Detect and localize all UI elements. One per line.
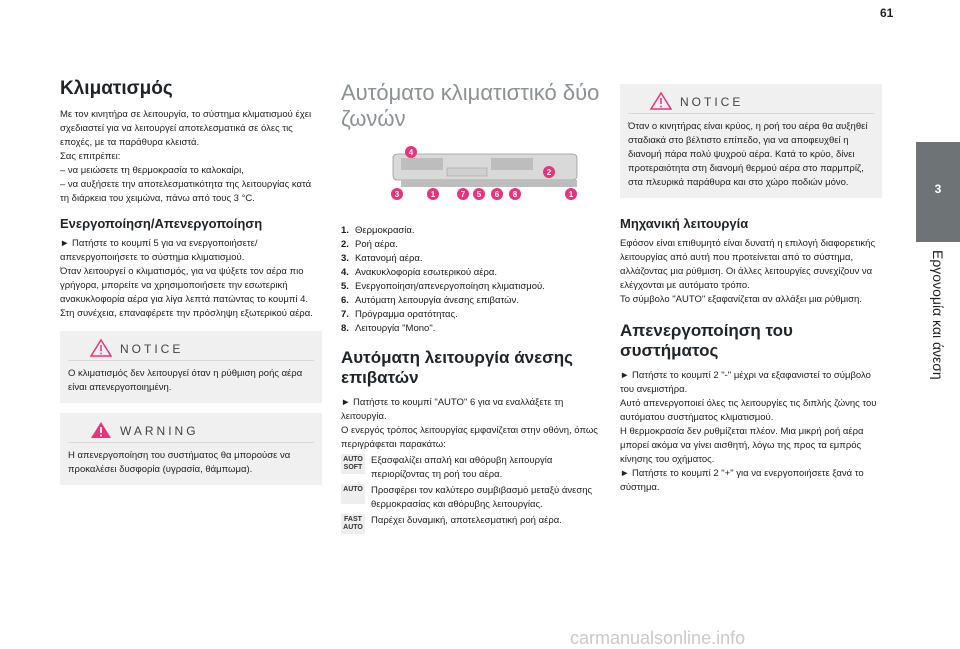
warning-title: WARNING <box>120 424 199 438</box>
list-item: 8. Λειτουργία "Mono". <box>341 323 436 334</box>
warning-icon <box>90 421 112 439</box>
fast-auto-text: Παρέχει δυναμική, αποτελεσματική ροή αέρα. <box>371 515 562 526</box>
list-item: 7. Πρόγραμμα ορατότητας. <box>341 309 458 320</box>
notice-box-2 <box>620 84 882 198</box>
notice-box <box>60 331 322 403</box>
bullet-1: – να μειώσετε τη θερμοκρασία το καλοκαίρι, <box>60 165 244 176</box>
list-item: 5. Ενεργοποίηση/απενεργοποίηση κλιματισμού. <box>341 281 545 292</box>
system-off-press: ► Πατήστε το κουμπί 2 "-" μέχρι να εξαφανιστεί το σύμβολο του ανεμιστήρα. <box>620 370 871 395</box>
system-off-text: Αυτό απενεργοποιεί όλες τις λειτουργίες τις διπλής ζώνης του αυτόματου συστήματος κλιματισμού. <box>620 398 877 423</box>
chapter-caption-text: Εργονομία και άνεση <box>930 250 946 380</box>
auto-press: ► Πατήστε το κουμπί "AUTO" 6 για να εναλλάξετε τη λειτουργία. <box>341 397 564 422</box>
callout-5: 5 <box>476 190 482 199</box>
callout-1-left: 1 <box>430 190 436 199</box>
auto-icon: AUTO <box>341 484 365 504</box>
list-item: 4. Ανακυκλοφορία εσωτερικού αέρα. <box>341 267 497 278</box>
legend-list <box>341 224 601 336</box>
column-1 <box>60 78 322 495</box>
caution-icon <box>650 92 672 110</box>
intro-text: Με τον κινητήρα σε λειτουργία, το σύστημα κλιματισμού έχει σχεδιαστεί για να λειτουργεί αποτελεσματικά σε όλες τις εποχές, με τα παράθυρα κλειστά. <box>60 109 312 148</box>
column-3 <box>620 84 882 495</box>
fast-auto-icon: FAST AUTO <box>341 514 365 534</box>
auto-mode-title: Αυτόματη λειτουργία άνεσης επιβατών <box>341 348 574 387</box>
auto-text: Προσφέρει τον καλύτερο συμβιβασμό μεταξύ άνεσης θερμοκρασίας και αθόρυβης λειτουργίας. <box>371 485 593 510</box>
auto-soft-text: Εξασφαλίζει απαλή και αθόρυβη λειτουργία περιορίζοντας τη ροή του αέρα. <box>371 455 553 480</box>
warning-header <box>68 419 314 443</box>
callout-1-right: 1 <box>568 190 574 199</box>
callout-3: 3 <box>394 190 400 199</box>
control-panel-illustration <box>371 144 574 208</box>
manual-mode-text-2: Το σύμβολο "AUTO" εξαφανίζεται αν αλλάξει μια ρύθμιση. <box>620 294 862 305</box>
list-item: 3. Κατανομή αέρα. <box>341 253 423 264</box>
warning-box <box>60 413 322 485</box>
control-panel-diagram <box>371 144 574 208</box>
allows-text: Σας επιτρέπει: <box>60 151 121 162</box>
notice-text: Ο κλιματισμός δεν λειτουργεί όταν η ρύθμιση ροής αέρα είναι απενεργοποιημένη. <box>68 368 303 393</box>
caution-icon <box>90 339 112 357</box>
warning-text: Η απενεργοποίηση του συστήματος θα μπορούσε να προκαλέσει δυσφορία (υγρασία, θάμπωμα). <box>68 450 291 475</box>
auto-soft-row <box>341 454 601 482</box>
list-item: 2. Ροή αέρα. <box>341 239 398 250</box>
auto-mode-text: Ο ενεργός τρόπος λειτουργίας εμφανίζεται στην οθόνη, όπως περιγράφεται παρακάτω: <box>341 425 598 450</box>
notice-title-2: NOTICE <box>680 95 744 109</box>
manual-mode-title: Μηχανική λειτουργία <box>620 216 749 231</box>
bullet-2: – να αυξήσετε την αποτελεσματικότητα της λειτουργίας κατά τη διάρκεια του χειμώνα, πάνω από τους 3 °C. <box>60 179 312 204</box>
fast-auto-row <box>341 514 601 534</box>
list-item: 6. Αυτόματη λειτουργία άνεσης επιβατών. <box>341 295 519 306</box>
manual-mode-text: Εφόσον είναι επιθυμητό είναι δυνατή η επιλογή διαφορετικής λειτουργίας από αυτή που προτείνεται από το σύστημα, αλλάζοντας μια ρύθμιση. Οι άλλες λειτουργίες συνεχίζουν να ελέγχονται με αυτόματο τρόπο. <box>620 238 876 291</box>
notice-title: NOTICE <box>120 342 184 356</box>
chapter-tab[interactable] <box>916 142 960 242</box>
page-number: 61 <box>880 6 894 20</box>
auto-row <box>341 484 601 512</box>
subsection-title: Ενεργοποίηση/Απενεργοποίηση <box>60 216 263 231</box>
callout-7: 7 <box>460 190 466 199</box>
press-instruction: ► Πατήστε το κουμπί 5 για να ενεργοποιήσετε/απενεργοποιήσετε το σύστημα κλιματισμού. <box>60 238 258 263</box>
recirc-text: Όταν λειτουργεί ο κλιματισμός, για να ψύξετε τον αέρα πιο γρήγορα, μπορείτε να χρησιμοποιήσετε την εσωτερική ανακυκλοφορία αέρα για λίγα λεπτά πατώντας το κουμπί 4. Στη συνέχεια, επαναφέρετε την πρόσληψη εξωτερικού αέρα. <box>60 266 313 319</box>
callout-4: 4 <box>408 148 414 157</box>
watermark: carmanualsonline.info <box>570 628 746 648</box>
notice-text-2: Όταν ο κινητήρας είναι κρύος, η ροή του αέρα θα αυξηθεί σταδιακά στο βέλτιστο επίπεδο, για να αποφευχθεί η διανομή πάρα πολύ ψυχρού αέρα. Κατά το κρύο, δίνει προτεραιότητα στη διανομή θερμού αέρα στο παρμπρίζ, στα πλευρικά παράθυρα και στο χώρο ποδιών μόνο. <box>628 121 868 188</box>
callout-6: 6 <box>494 190 500 199</box>
list-item: 1. Θερμοκρασία. <box>341 225 415 236</box>
system-off-text-2: Η θερμοκρασία δεν ρυθμίζεται πλέον. Μια μικρή ροή αέρα μπορεί ακόμα να γίνει αισθητή, λόγω της προς τα εμπρός κίνησης του οχήματος. <box>620 426 864 465</box>
auto-soft-icon: AUTO SOFT <box>341 454 365 474</box>
system-on-press: ► Πατήστε το κουμπί 2 "+" για να ενεργοποιήσετε ξανά το σύστημα. <box>620 468 864 493</box>
callout-2: 2 <box>546 168 552 177</box>
callout-8: 8 <box>512 190 518 199</box>
column-2 <box>341 80 601 536</box>
chapter-caption <box>916 250 960 430</box>
notice-header <box>68 337 314 361</box>
notice-header-2 <box>628 90 874 114</box>
chapter-number: 3 <box>934 182 942 196</box>
section-title: Κλιματισμός <box>60 78 173 99</box>
section-title-dual-zone: Αυτόματο κλιματιστικό δύο ζωνών <box>341 80 600 131</box>
system-off-title: Απενεργοποίηση του συστήματος <box>620 321 793 360</box>
